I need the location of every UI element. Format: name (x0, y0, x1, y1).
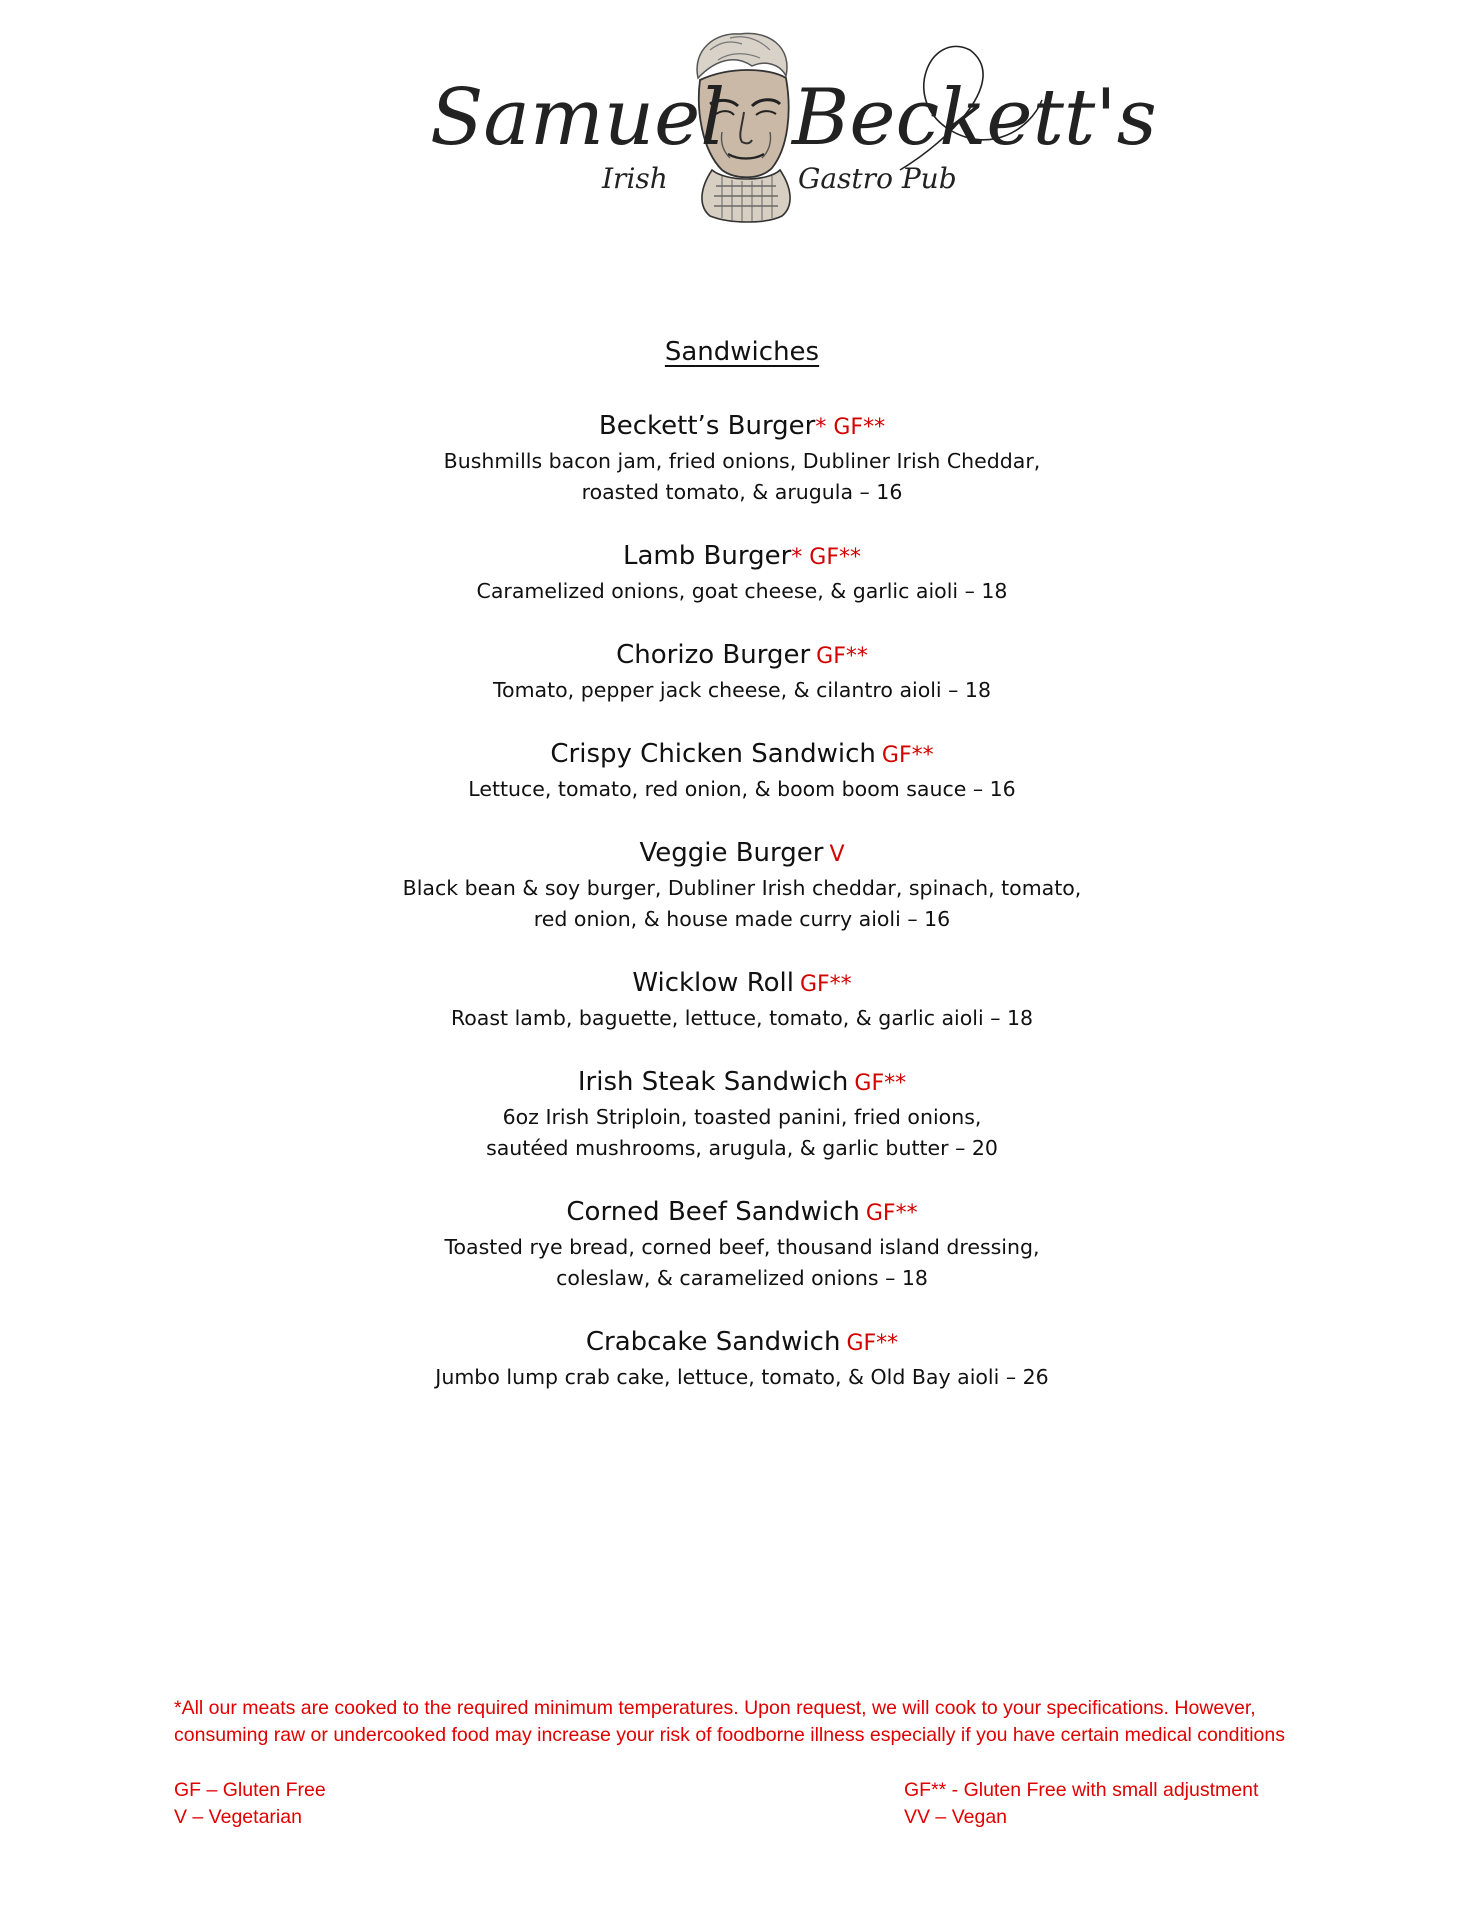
item-tag: GF** (865, 1201, 918, 1226)
menu-item (0, 1194, 1484, 1294)
menu-item (0, 835, 1484, 935)
item-name: Crispy Chicken Sandwich (550, 739, 876, 769)
logo-tagline-left: Irish (602, 162, 668, 195)
dietary-legend (174, 1777, 1324, 1831)
menu-item (0, 965, 1484, 1034)
item-description: Black bean & soy burger, Dubliner Irish cheddar, spinach, tomato, (402, 876, 1082, 900)
item-name-line (0, 736, 1484, 774)
item-name: Corned Beef Sandwich (566, 1197, 860, 1227)
item-name-line (0, 637, 1484, 675)
menu-item (0, 736, 1484, 805)
legend-entry: GF – Gluten Free (174, 1779, 326, 1801)
item-description: Jumbo lump crab cake, lettuce, tomato, & Old Bay aioli – 26 (435, 1365, 1049, 1389)
restaurant-logo (430, 20, 1157, 240)
item-description: coleslaw, & caramelized onions – 18 (556, 1266, 928, 1290)
food-safety-note: *All our meats are cooked to the required minimum temperatures. Upon request, we will cook to your specifications. However, consuming raw or undercooked food may increase your risk of foodborne illness especially if you have certain medical conditions (174, 1697, 1285, 1746)
item-tag: V (829, 842, 845, 867)
item-description: roasted tomato, & arugula – 16 (581, 480, 903, 504)
item-tag: GF** (816, 644, 868, 669)
item-name: Lamb Burger (623, 541, 792, 571)
item-tag: * GF** (791, 545, 861, 570)
item-name-line (0, 1324, 1484, 1362)
item-name-line (0, 408, 1484, 446)
section-title: Sandwiches (664, 337, 820, 367)
item-name: Beckett’s Burger (598, 411, 816, 441)
logo-name-left: Samuel (430, 73, 726, 163)
legend-entry: GF** - Gluten Free with small adjustment (904, 1779, 1259, 1801)
menu-footer (174, 1695, 1324, 1831)
item-description: Caramelized onions, goat cheese, & garlic aioli – 18 (476, 579, 1008, 603)
item-description: Tomato, pepper jack cheese, & cilantro aioli – 18 (492, 678, 992, 702)
menu-item (0, 408, 1484, 508)
item-name: Wicklow Roll (632, 968, 794, 998)
legend-entry: VV – Vegan (904, 1806, 1008, 1828)
menu-item (0, 1324, 1484, 1393)
item-name-line (0, 538, 1484, 576)
item-tag: GF** (881, 743, 934, 768)
logo-tagline-right: Gastro Pub (798, 162, 957, 195)
item-description: sautéed mushrooms, arugula, & garlic butter – 20 (486, 1136, 998, 1160)
item-description: Roast lamb, baguette, lettuce, tomato, & garlic aioli – 18 (450, 1006, 1034, 1030)
item-description: Toasted rye bread, corned beef, thousand island dressing, (444, 1235, 1040, 1259)
menu-section (0, 332, 1484, 1423)
legend-left (174, 1777, 574, 1831)
item-description: red onion, & house made curry aioli – 16 (533, 907, 951, 931)
item-name-line (0, 965, 1484, 1003)
menu-item (0, 637, 1484, 706)
item-name-line (0, 1194, 1484, 1232)
item-name-line (0, 1064, 1484, 1102)
menu-item (0, 1064, 1484, 1164)
item-tag: * GF** (815, 415, 886, 440)
item-name: Crabcake Sandwich (585, 1327, 841, 1357)
legend-right (904, 1777, 1304, 1831)
legend-entry: V – Vegetarian (174, 1806, 302, 1828)
item-name-line (0, 835, 1484, 873)
item-description: Bushmills bacon jam, fried onions, Dubliner Irish Cheddar, (443, 449, 1041, 473)
logo-name-right: Beckett's (792, 73, 1157, 163)
item-name: Irish Steak Sandwich (577, 1067, 849, 1097)
item-description: 6oz Irish Striploin, toasted panini, fried onions, (502, 1105, 982, 1129)
item-tag: GF** (846, 1331, 899, 1356)
item-name: Chorizo Burger (616, 640, 811, 670)
logo-graphic (430, 20, 1157, 240)
menu-item (0, 538, 1484, 607)
item-name: Veggie Burger (639, 838, 824, 868)
item-tag: GF** (799, 972, 852, 997)
item-tag: GF** (854, 1071, 907, 1096)
item-description: Lettuce, tomato, red onion, & boom boom sauce – 16 (468, 777, 1016, 801)
